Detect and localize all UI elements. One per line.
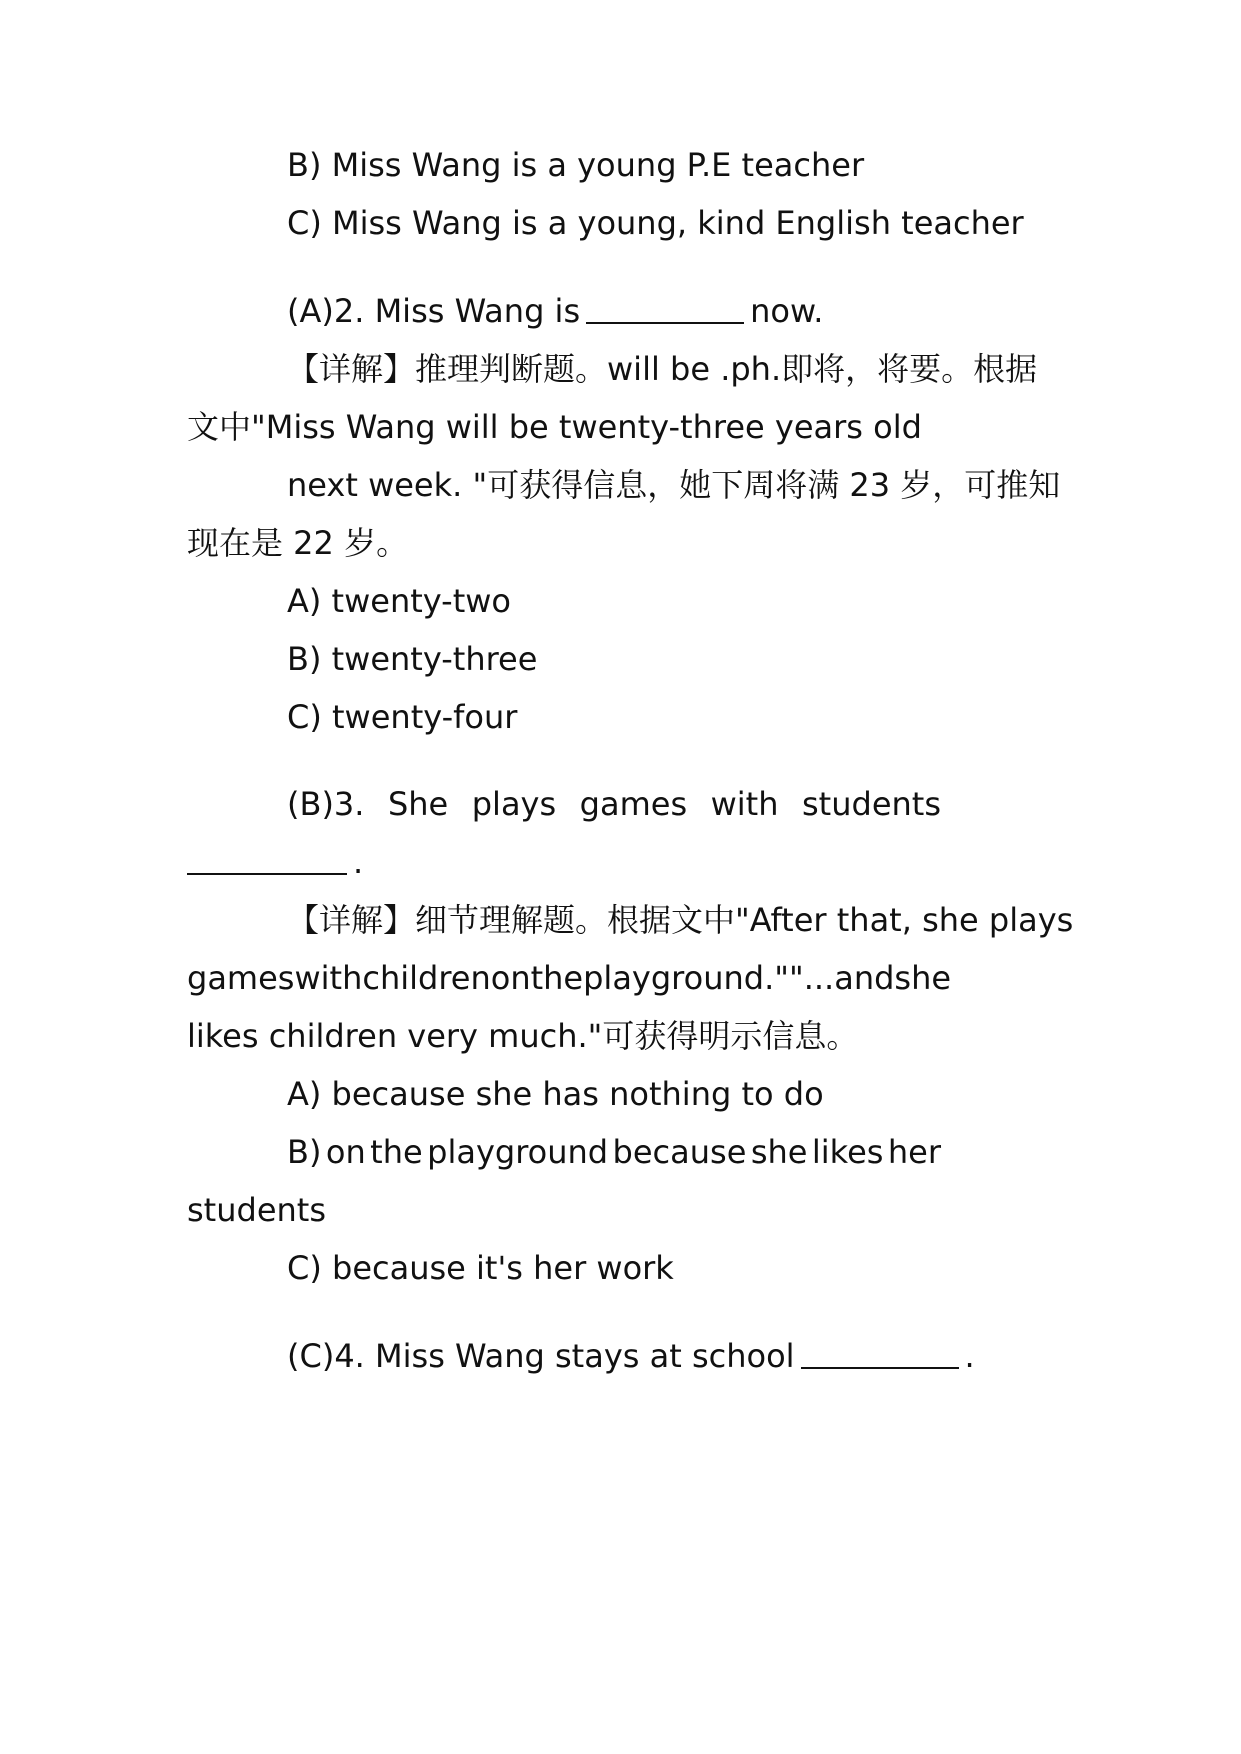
q2-answer-blank — [586, 322, 744, 324]
q3-option-b-word: because — [612, 1133, 747, 1171]
q2-question-prefix: (A)2. Miss Wang is — [287, 292, 581, 330]
q4-answer-blank — [801, 1367, 959, 1369]
q3-answer-blank — [187, 873, 347, 875]
q3-explain-word: the — [530, 959, 584, 997]
q2-explanation-line-1: 【详解】推理判断题。will be .ph.即将，将要。根据 — [287, 350, 1038, 388]
q3-option-b-word: she — [750, 1133, 808, 1171]
q3-option-b-word: her — [887, 1133, 941, 1171]
q3-word: students — [802, 785, 941, 823]
q3-option-b-word: the — [370, 1133, 423, 1171]
q3-option-b-word: B) — [287, 1133, 322, 1171]
q3-word: with — [710, 785, 779, 823]
q3-explain-word: games — [187, 959, 295, 997]
q2-option-b: B) twenty-three — [287, 640, 538, 678]
q3-explain-word: on — [490, 959, 531, 997]
q2-option-a: A) twenty-two — [287, 582, 511, 620]
q3-explain-word: playground." — [583, 959, 789, 997]
q3-question-line-1 — [287, 784, 941, 824]
q3-explanation-line-2 — [187, 958, 952, 998]
q3-word: She — [387, 785, 449, 823]
q1-option-c: C) Miss Wang is a young, kind English teacher — [287, 204, 1024, 242]
q2-explanation-line-2: 文中"Miss Wang will be twenty-three years old — [187, 408, 922, 446]
q3-explanation-line-1: 【详解】细节理解题。根据文中"After that, she plays — [287, 901, 1074, 939]
q3-word: plays — [471, 785, 557, 823]
q3-word: games — [579, 785, 688, 823]
q2-explanation-line-3: next week. "可获得信息，她下周将满 23 岁，可推知 — [287, 466, 1061, 504]
q3-option-b-line-1 — [287, 1132, 941, 1172]
q4-question-suffix: . — [964, 1337, 975, 1375]
q3-explain-word: with — [294, 959, 363, 997]
q3-question-line-2 — [187, 842, 1055, 882]
q3-option-b-word: on — [325, 1133, 366, 1171]
q3-option-b-line-2: students — [187, 1191, 326, 1229]
q4-question-prefix: (C)4. Miss Wang stays at school — [287, 1337, 795, 1375]
q2-explanation-line-4: 现在是 22 岁。 — [187, 524, 409, 562]
q3-option-a: A) because she has nothing to do — [287, 1075, 824, 1113]
q3-option-c: C) because it's her work — [287, 1249, 674, 1287]
q1-option-b: B) Miss Wang is a young P.E teacher — [287, 146, 865, 184]
q3-blank-end: . — [353, 843, 364, 881]
q2-question-suffix: now. — [750, 292, 824, 330]
q3-option-b-word: playground — [427, 1133, 609, 1171]
q3-word: (B)3. — [287, 785, 365, 823]
q3-option-b-word: likes — [811, 1133, 884, 1171]
q3-explain-word: children — [362, 959, 491, 997]
q2-question — [287, 291, 1055, 331]
q4-question — [287, 1336, 1055, 1376]
q3-explain-word: "...and — [788, 959, 895, 997]
q3-explain-word: she — [894, 959, 952, 997]
q3-explanation-line-3: likes children very much."可获得明示信息。 — [187, 1017, 859, 1055]
q2-option-c: C) twenty-four — [287, 698, 518, 736]
